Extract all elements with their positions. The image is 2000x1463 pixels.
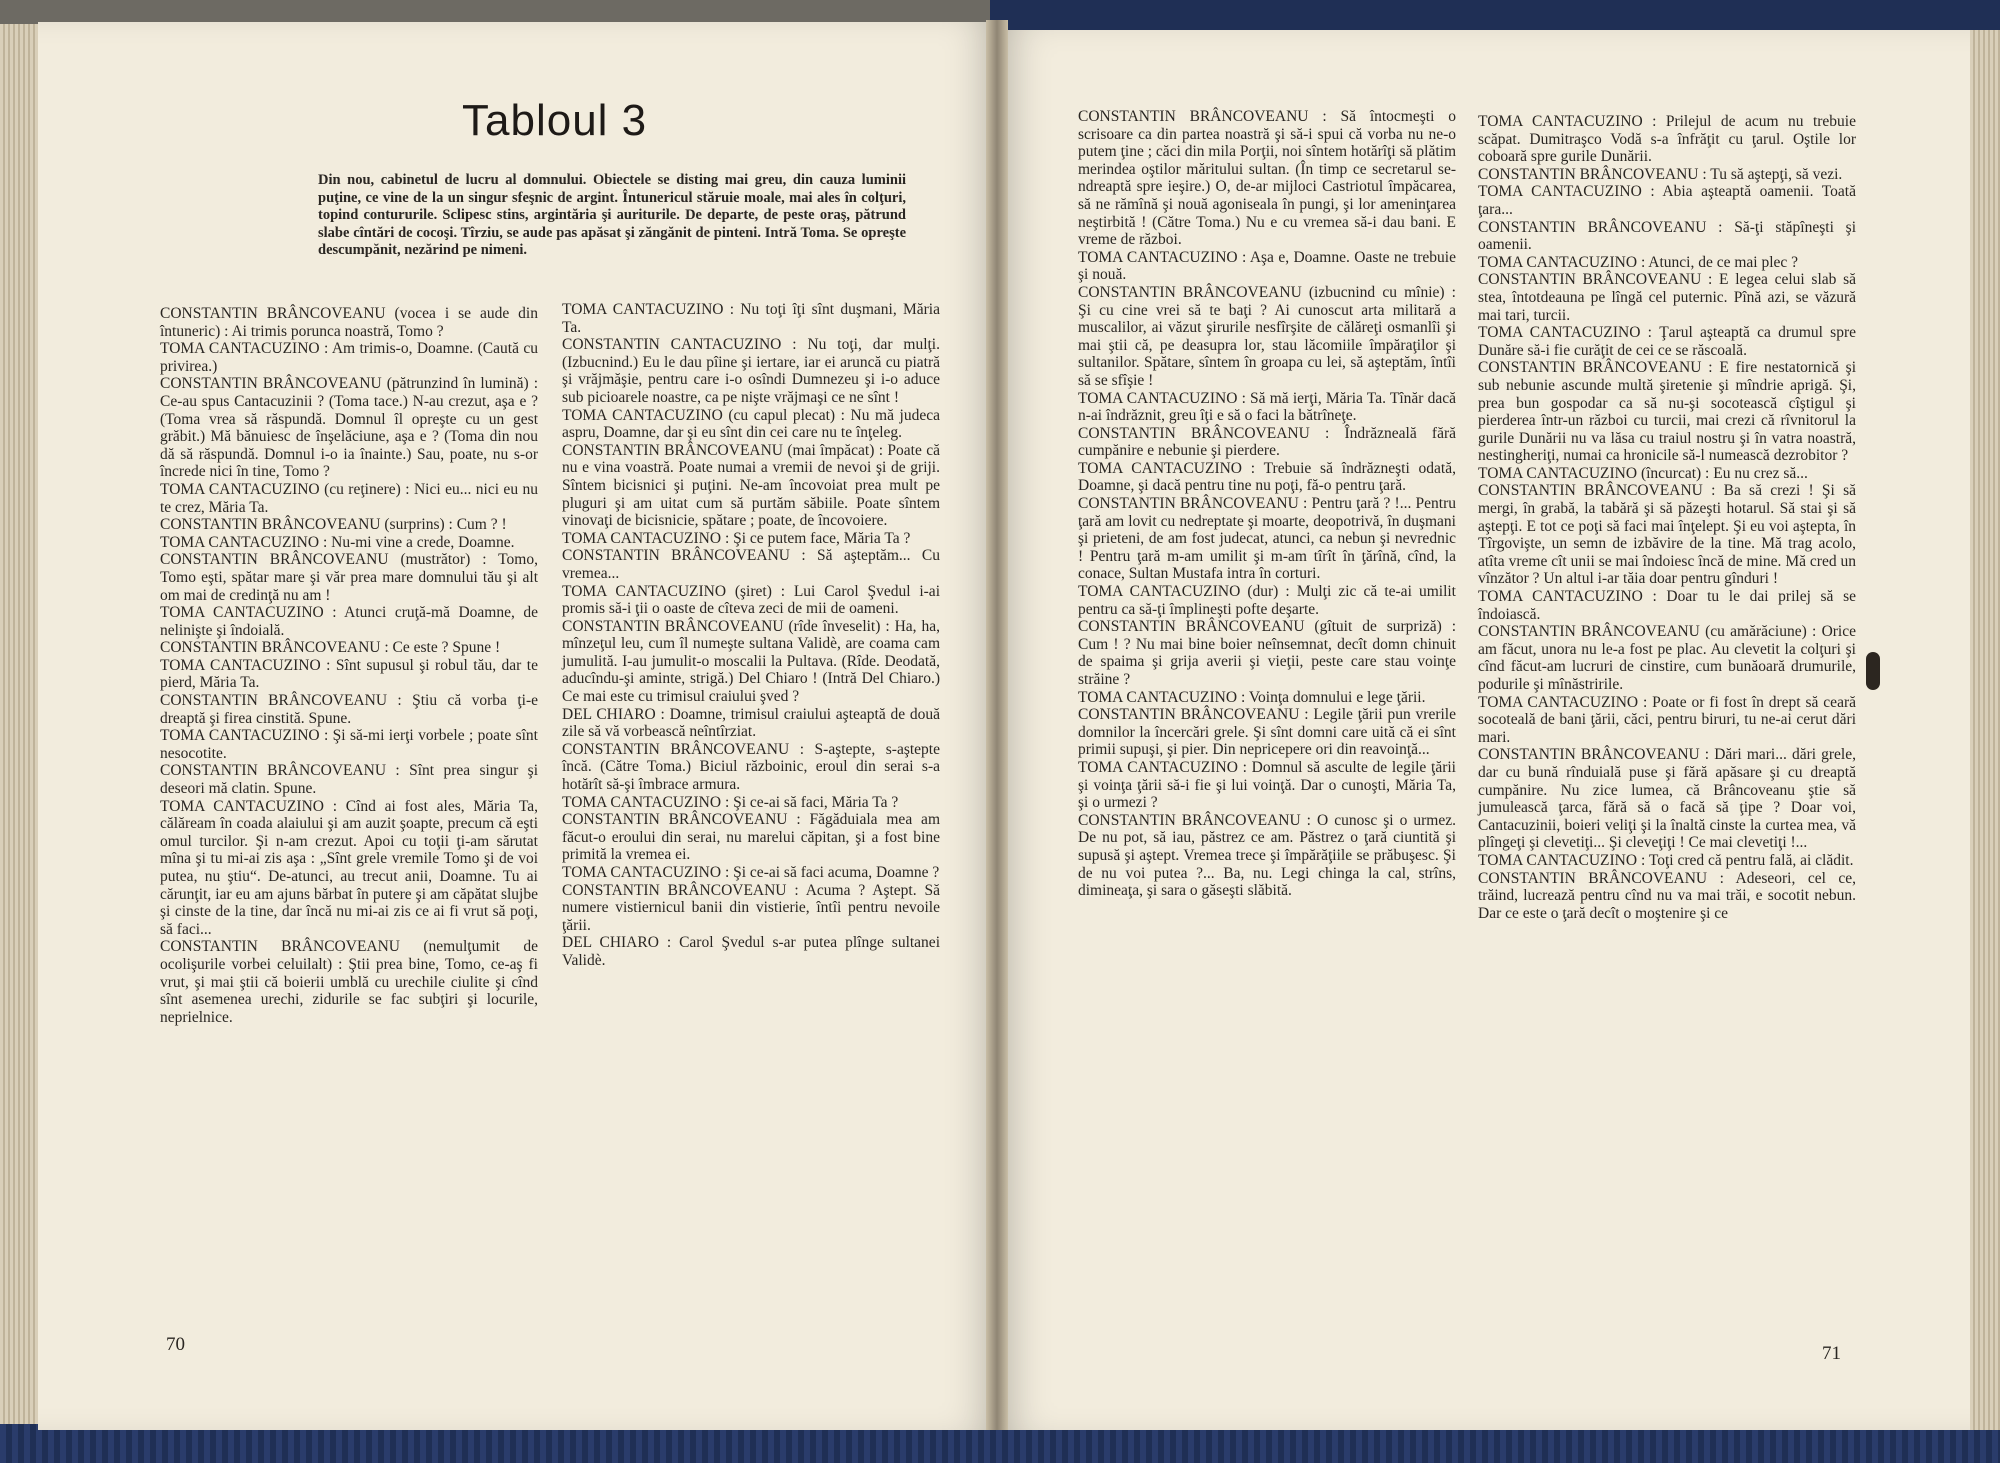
text-column-2 (562, 301, 940, 970)
dialogue-line: CONSTANTIN CANTACUZINO : Nu toţi, dar mulţi. (Izbucnind.) Eu le dau pîine şi iertare, iar ei aruncă cu piatră şi vrăjmăşie, pentru care i-o osîndi Dumnezeu şi i-o aduce sub picioarele noastre, ca pe nişte vrăjmaşi ce ne sînt ! (562, 336, 940, 406)
dialogue-line: TOMA CANTACUZINO : Poate or fi fost în drept să ceară socoteală de bani ţării, căci, pentru biruri, tu ne-ai cerut dări mari. (1478, 693, 1856, 746)
dialogue-line: TOMA CANTACUZINO (cu reţinere) : Nici eu... nici eu nu te crez, Măria Ta. (160, 480, 538, 516)
dialogue-line: CONSTANTIN BRÂNCOVEANU : E legea celui slab să stea, întotdeauna pe lîngă cel puternic. Pînă azi, se văzură mai tari, turcii. (1478, 271, 1856, 324)
dialogue-line: CONSTANTIN BRÂNCOVEANU : Pentru ţară ? !... Pentru ţară am lovit cu nedreptate şi moarte, deopotrivă, în duşmani şi prieteni, de am fost judecat, atunci, ca nebun şi nevrednic ! Pentru ţară m-am umilit şi m-am tîrît în ţărînă, cînd, la conace, Sultan Mustafa intra în corturi. (1078, 495, 1456, 583)
dialogue-line: CONSTANTIN BRÂNCOVEANU : Îndrăzneală fără cumpănire e nebunie şi pierdere. (1078, 424, 1456, 460)
dialogue-line: CONSTANTIN BRÂNCOVEANU : S-aştepte, s-aştepte încă. (Către Toma.) Biciul războinic, eroul din serai s-a hotărît să-şi îmbrace armura. (562, 740, 940, 794)
dialogue-line: TOMA CANTACUZINO : Sînt supusul şi robul tău, dar te pierd, Măria Ta. (160, 656, 538, 692)
page-number-right: 71 (1822, 1343, 1841, 1364)
text-column-3 (1078, 108, 1456, 900)
dialogue-line: TOMA CANTACUZINO : Şi ce putem face, Măria Ta ? (562, 529, 911, 547)
dialogue-line: CONSTANTIN BRÂNCOVEANU (vocea i se aude din întuneric) : Ai trimis porunca noastră, Tomo ? (160, 305, 538, 340)
dialogue-line: CONSTANTIN BRÂNCOVEANU : Ştiu că vorba ţi-e dreaptă şi firea cinstită. Spune. (160, 692, 538, 727)
dialogue-line: TOMA CANTACUZINO (cu capul plecat) : Nu mă judeca aspru, Doamne, dar şi eu sînt din cei care nu te înţeleg. (562, 406, 940, 442)
dialogue-line: CONSTANTIN BRÂNCOVEANU (mai împăcat) : Poate că nu e vina voastră. Poate numai a vremii de nevoi şi de griji. Sîntem bicisnici şi puţini. Ne-am încovoiat prea mult pe pluguri şi am uitat cum să purtăm săbiile. Poate sîntem vinovaţi de bicisnicie, spătare ; poate, de încovoiere. (562, 441, 940, 530)
dialogue-line: CONSTANTIN BRÂNCOVEANU (rîde înveselit) : Ha, ha, mînzeţul leu, cum îl numeşte sultana Validè, are coama cam jumulită. I-au jumulit-o moscalii la Pultava. (Rîde. Deodată, aducîndu-şi aminte, strigă.) Del Chiaro ! (Intră Del Chiaro.) Ce mai este cu trimisul craiului şved ? (562, 617, 940, 706)
dialogue-line: CONSTANTIN BRÂNCOVEANU (gîtuit de surpriză) : Cum ! ? Nu mai bine boier neînsemnat, decît domn chinuit de spaima şi grija averii şi vieţii, peste care stau voinţe străine ? (1078, 618, 1456, 688)
dialogue-line: TOMA CANTACUZINO : Şi ce-ai să faci, Măria Ta ? (562, 793, 899, 811)
dialogue-line: CONSTANTIN BRÂNCOVEANU : Sînt prea singur şi deseori mă clatin. Spune. (160, 762, 538, 798)
dialogue-line: TOMA CANTACUZINO : Abia aşteaptă oamenii. Toată ţara... (1478, 183, 1856, 218)
dialogue-line: CONSTANTIN BRÂNCOVEANU : Legile ţării pun vrerile domnilor la încercări grele. Şi sînt domni care uită că ei sînt primii supuşi, şi pier. Din nepricepere ori din reavoinţă... (1078, 706, 1456, 759)
dialogue-line: TOMA CANTACUZINO : Să mă ierţi, Măria Ta. Tînăr dacă n-ai îndrăznit, greu îţi e să o faci la bătrîneţe. (1078, 389, 1456, 425)
dialogue-line: TOMA CANTACUZINO : Şi ce-ai să faci acuma, Doamne ? (562, 864, 940, 881)
dialogue-line: TOMA CANTACUZINO : Prilejul de acum nu trebuie scăpat. Dumitraşco Vodă s-a înfrăţit cu ţarul. Oştile lor coboară spre gurile Dunării. (1478, 113, 1856, 166)
dialogue-line: CONSTANTIN BRÂNCOVEANU (cu amărăciune) : Orice am făcut, unora nu le-a fost pe plac. Au clevetit la colţuri şi cînd făcut-am lucruri de cinstire, cum bunăoară drumurile, podurile şi mînăstririle. (1478, 623, 1856, 693)
dialogue-line: CONSTANTIN BRÂNCOVEANU : Ce este ? Spune ! (160, 639, 501, 657)
page-edges-left (0, 24, 40, 1434)
dialogue-line: CONSTANTIN BRÂNCOVEANU : Dări mari... dări grele, dar cu bună rînduială puse şi fără apăsare şi cu dreaptă cumpănire. Nu zice lumea, că Brâncoveanu ştie să jumulească ţarca, fără să o facă să ţipe ? Doar voi, Cantacuzinii, boieri veliţi şi la înaltă cinste la curtea mea, vă plîngeţi şi clevetiţi... Şi cleveţiţi ! Ce mai clevetiţi !... (1478, 746, 1856, 852)
dialogue-line: TOMA CANTACUZINO : Şi să-mi ierţi vorbele ; poate sînt nesocotite. (160, 727, 538, 762)
dialogue-line: CONSTANTIN BRÂNCOVEANU (izbucnind cu mînie) : Şi cu cine vrei să te baţi ? Ai cunoscut arta militară a muscalilor, ai văzut şirurile nesfîrşite de călăreţi osmanlîi şi mai ştii că, pe deasupra lor, stau lăcomiile împăraţilor şi sultanilor. Spătare, sîntem în groapa cu lei, să aşteptăm, întîi să se sfîşie ! (1078, 283, 1456, 389)
dialogue-line: TOMA CANTACUZINO (încurcat) : Eu nu crez să... (1478, 464, 1808, 482)
dialogue-line: TOMA CANTACUZINO : Toţi cred că pentru fală, ai clădit. (1478, 851, 1854, 869)
dialogue-line: CONSTANTIN BRÂNCOVEANU (nemulţumit de ocolişurile vorbei celuilalt) : Ştii prea bine, Tomo, ce-aş fi vrut, şi mai ştii că boierii umblă cu urechile ciulite şi cînd sînt asemenea urechi, zidurile se fac subţiri şi locurile, neprielnice. (160, 938, 538, 1026)
dialogue-line: TOMA CANTACUZINO : Nu-mi vine a crede, Doamne. (160, 533, 515, 551)
dialogue-line: TOMA CANTACUZINO : Atunci, de ce mai plec ? (1478, 253, 1799, 271)
dialogue-line: CONSTANTIN BRÂNCOVEANU : Ba să crezi ! Şi să mergi, în grabă, la tabără şi să păzeşti hotarul. Să stai şi să aştepţi. E tot ce poţi să faci mai înţelept. Şi eu voi aştepta, în Tîrgovişte, un semn de izbăvire de la tine. Mă trag acolo, atîta vreme cît unii se mai îndoiesc încă de mine. Mă cred un vînzător ? Un altul i-ar tăia doar pentru gînduri ! (1478, 482, 1856, 588)
book-gutter (986, 20, 1008, 1430)
page-number-left: 70 (166, 1334, 185, 1355)
dialogue-line: TOMA CANTACUZINO : Doar tu le dai prilej să se îndoiască. (1478, 588, 1856, 623)
dialogue-line: CONSTANTIN BRÂNCOVEANU : Să aşteptăm... Cu vremea... (562, 547, 940, 582)
dialogue-line: CONSTANTIN BRÂNCOVEANU : Să-ţi stăpîneşti şi oamenii. (1478, 218, 1856, 254)
dialogue-line: TOMA CANTACUZINO : Am trimis-o, Doamne. (Caută cu privirea.) (160, 340, 538, 375)
dialogue-line: DEL CHIARO : Carol Şvedul s-ar putea plînge sultanei Validè. (562, 934, 940, 969)
dialogue-line: CONSTANTIN BRÂNCOVEANU : Să întocmeşti o scrisoare ca din partea noastră şi să-i spui că vorba nu ne-o putem ţine ; căci din mila Porţii, noi sîntem hotărîţi să plătim merindea oştilor măritului sultan. (În timp ce secretarul se-ndreaptă spre ieşire.) O, de-ar mijloci Castriotul împăcarea, să ne rămînă şi nouă agoniseala în pungi, şi lor ameninţarea neştirbită ! (Către Toma.) Nu e cu vremea să-i dau bani. E vreme de război. (1078, 108, 1456, 249)
book-cover-top (990, 0, 2000, 34)
dialogue-line: TOMA CANTACUZINO : Cînd ai fost ales, Măria Ta, călăream în coada alaiului şi am auzit şoapte, precum că eşti omul turcilor. Şi n-am crezut. Apoi cu toţii ţi-am sărutat mîna şi tu mi-ai zis aşa : „Sînt grele vremile Tomo şi de voi putea, nu ştiu“. De-atunci, au trecut anii, Doamne. Tu ai cărunţit, iar eu am ajuns bărbat în putere şi am căpătat slujbe şi cinste de la tine, dar încă nu mi-ai zis ce ai fi vrut să poţi, să faci... (160, 797, 538, 938)
text-column-4 (1478, 113, 1856, 922)
dialogue-line: CONSTANTIN BRÂNCOVEANU : Acuma ? Aştept. Să numere vistiernicul banii din vistierie, întîi pentru nevoile ţării. (562, 881, 940, 934)
dialogue-line: DEL CHIARO : Doamne, trimisul craiului aşteaptă de două zile să vă vorbească neîntîrziat. (562, 705, 940, 741)
dialogue-line: TOMA CANTACUZINO : Ţarul aşteaptă ca drumul spre Dunăre să-i fie curăţit de cei ce se răscoală. (1478, 324, 1856, 359)
dialogue-line: CONSTANTIN BRÂNCOVEANU : Tu să aştepţi, să vezi. (1478, 165, 1843, 183)
dialogue-line: TOMA CANTACUZINO : Nu toţi îţi sînt duşmani, Măria Ta. (562, 301, 940, 336)
dialogue-line: CONSTANTIN BRÂNCOVEANU : E fire nestatornică şi sub nebunie ascunde multă şiretenie şi mîndrie aprigă. Şi, prea bun gospodar ca să nu-şi socotească cîştigul şi pierderea într-un război cu turcii, mai crezi că rîvnitorul la gurile Dunării nu va lăsa cu traiul nostru şi în vatra noastră, nestingheriţi, numai ca hronicile să-l numească dezrobitor ? (1478, 359, 1856, 465)
stage-direction: Din nou, cabinetul de lucru al domnului. Obiectele se disting mai greu, din cauza luminii puţine, ce vine de la un singur sfeşnic de argint. Întunericul stăruie moale, mai ales în colţuri, topind contururile. Sclipesc stins, argintăria şi auriturile. De departe, de peste oraş, pătrund slabe cîntări de cocoşi. Tîrziu, se aude pas apăsat şi zăngănit de pinteni. Intră Toma. Se opreşte descumpănit, nezărind pe nimeni. (318, 172, 906, 258)
dialogue-line: TOMA CANTACUZINO : Atunci cruţă-mă Doamne, de nelinişte şi îndoială. (160, 604, 538, 639)
dialogue-line: CONSTANTIN BRÂNCOVEANU : Adeseori, cel ce, trăind, lucrează pentru cînd nu va mai trăi, e socotit nebun. Dar ce este o ţară decît o moştenire şi ce (1478, 869, 1856, 922)
dialogue-line: TOMA CANTACUZINO (dur) : Mulţi zic că te-ai umilit pentru ca să-ţi împlineşti pofte deşarte. (1078, 583, 1456, 618)
dialogue-line: TOMA CANTACUZINO (şiret) : Lui Carol Şvedul i-ai promis să-i ţii o oaste de cîteva zeci de mii de oameni. (562, 582, 940, 618)
dialogue-line: TOMA CANTACUZINO : Trebuie să îndrăzneşti odată, Doamne, şi dacă pentru tine nu poţi, fă-o pentru ţară. (1078, 459, 1456, 495)
paper-clip-mark (1866, 652, 1880, 690)
dialogue-line: CONSTANTIN BRÂNCOVEANU : Făgăduiala mea am făcut-o eroului din serai, nu marelui căpitan, şi a fost bine primită la vremea ei. (562, 811, 940, 864)
dialogue-line: CONSTANTIN BRÂNCOVEANU (pătrunzind în lumină) : Ce-au spus Cantacuzinii ? (Toma tace.) N-au crezut, aşa e ? (Toma vrea să răspundă. Domnul îl opreşte cu un gest grăbit.) Mă bănuiesc de înşelăciune, aşa e ? (Toma din nou dă să răspundă. Domnul i-o ia înainte.) Sau, poate, nu s-or încrede nici în tine, Tomo ? (160, 375, 538, 481)
dialogue-line: TOMA CANTACUZINO : Voinţa domnului e lege ţării. (1078, 688, 1426, 706)
dialogue-line: TOMA CANTACUZINO : Aşa e, Doamne. Oaste ne trebuie şi nouă. (1078, 248, 1456, 284)
text-column-1 (160, 305, 538, 1026)
scene-title: Tabloul 3 (462, 96, 648, 145)
dialogue-line: CONSTANTIN BRÂNCOVEANU : O cunosc şi o urmez. De nu pot, să iau, păstrez ce am. Păstrez o ţară ciuntită şi supusă şi aştept. Vremea trece şi împărăţiile se prăbuşesc. Şi de nu voi putea ?... Ba, nu. Legi chinga la cal, strîns, dimineaţa, şi sara o găseşti slăbită. (1078, 811, 1456, 900)
dialogue-line: CONSTANTIN BRÂNCOVEANU (mustrător) : Tomo, Tomo eşti, spătar mare şi văr prea mare domnului tău şi alt om mai de credinţă nu am ! (160, 551, 538, 604)
dialogue-line: TOMA CANTACUZINO : Domnul să asculte de legile ţării şi voinţa ţării să-i fie şi lui voinţă. Dar o cunoşti, Măria Ta, şi o urmezi ? (1078, 758, 1456, 812)
dialogue-line: CONSTANTIN BRÂNCOVEANU (surprins) : Cum ? ! (160, 516, 507, 534)
page-edges-right (1970, 30, 2000, 1430)
